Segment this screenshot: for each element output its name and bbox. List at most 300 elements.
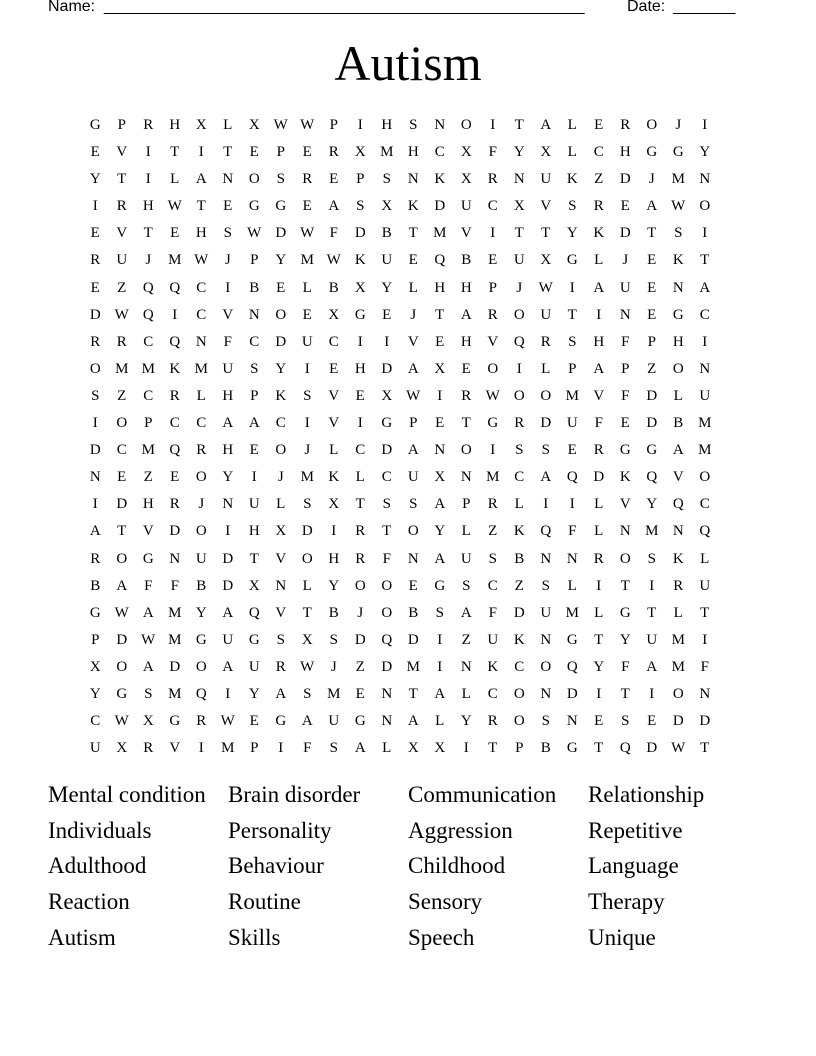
grid-letter: W [141,631,156,648]
grid-letter: X [434,740,446,757]
grid-letter: P [276,144,285,161]
grid-letter: Y [328,577,340,594]
grid-row [82,330,718,357]
grid-letter: X [275,523,287,540]
word-list-item: Aggression [408,817,513,843]
grid-letter: T [302,604,312,621]
grid-letter: N [434,117,446,133]
grid-letter: U [646,631,658,648]
grid-letter: W [485,387,500,404]
grid-letter: S [409,496,418,513]
grid-letter: T [223,144,233,161]
grid-letter: C [381,469,392,486]
grid-letter: A [593,360,605,377]
grid-letter: H [593,333,605,350]
grid-letter: Q [513,333,525,350]
grid-letter: H [142,198,154,215]
grid-letter: C [699,496,710,513]
grid-letter: G [275,198,287,215]
grid-letter: F [329,225,338,242]
grid-letter: X [328,496,340,513]
grid-letter: T [647,225,657,242]
grid-letter: E [223,198,233,215]
grid-letter: M [168,252,182,269]
grid-letter: C [196,415,207,432]
grid-letter: E [249,144,259,161]
grid-letter: T [196,198,206,215]
grid-letter: L [673,387,683,404]
grid-letter: X [354,144,366,161]
grid-letter: Y [222,469,234,486]
grid-letter: O [672,685,684,702]
grid-letter: E [90,279,100,296]
grid-letter: G [142,550,154,567]
grid-letter: Q [566,469,578,486]
grid-letter: P [462,496,471,513]
grid-letter: U [301,333,313,350]
grid-letter: B [90,577,101,594]
grid-letter: S [382,171,391,188]
grid-letter: W [406,387,421,404]
grid-letter: P [329,117,338,133]
grid-letter: Q [142,306,154,323]
grid-letter: O [407,523,419,540]
grid-letter: O [513,685,525,702]
grid-letter: H [672,333,684,350]
grid-letter: A [354,740,366,757]
grid-letter: R [90,550,101,567]
grid-letter: G [434,577,446,594]
grid-letter: G [195,631,207,648]
grid-letter: S [303,685,312,702]
grid-letter: I [569,279,575,296]
grid-letter: C [169,415,180,432]
grid-letter: V [328,387,340,404]
grid-letter: R [169,387,180,404]
grid-letter: O [354,577,366,594]
grid-letter: X [354,279,366,296]
grid-letter: D [275,333,287,350]
grid-letter: D [116,631,128,648]
grid-letter: O [699,198,711,215]
grid-letter: F [700,658,709,675]
grid-letter: X [513,198,525,215]
grid-row [82,601,718,628]
grid-letter: V [222,306,234,323]
grid-letter: B [514,550,525,567]
grid-letter: T [700,740,710,757]
grid-letter: N [248,306,260,323]
grid-letter: D [222,550,234,567]
grid-letter: F [568,523,577,540]
grid-letter: M [433,225,447,242]
word-list-item: Therapy [588,889,665,915]
grid-letter: Z [355,658,365,675]
grid-letter: K [434,171,446,188]
grid-letter: Y [381,279,393,296]
grid-letter: N [672,523,684,540]
grid-letter: E [355,685,365,702]
grid-letter: U [116,252,128,269]
grid-letter: F [488,144,497,161]
grid-row [82,303,718,330]
grid-letter: E [647,713,657,730]
grid-letter: R [169,496,180,513]
grid-letter: U [619,279,631,296]
grid-letter: E [329,171,339,188]
grid-letter: R [673,577,684,594]
grid-letter: Y [89,685,101,702]
word-list-item: Behaviour [228,853,324,879]
grid-row [82,411,718,438]
grid-letter: O [646,117,658,133]
grid-letter: S [223,225,232,242]
grid-letter: C [487,685,498,702]
grid-letter: C [514,469,525,486]
grid-letter: D [381,658,393,675]
grid-letter: K [328,469,340,486]
grid-letter: R [355,523,366,540]
grid-letter: S [91,387,100,404]
grid-letter: O [619,550,631,567]
grid-letter: H [222,442,234,459]
word-list-item: Mental condition [48,782,206,807]
grid-letter: C [143,387,154,404]
grid-letter: O [248,171,260,188]
grid-letter: R [461,387,472,404]
grid-letter: D [672,713,684,730]
grid-letter: V [407,333,419,350]
grid-letter: I [172,306,178,323]
grid-letter: T [567,306,577,323]
grid-letter: M [115,360,129,377]
grid-letter: G [275,713,287,730]
grid-letter: J [622,252,629,269]
grid-letter: I [649,685,655,702]
grid-letter: S [488,550,497,567]
grid-letter: L [461,685,471,702]
grid-letter: N [407,171,419,188]
grid-letter: S [144,685,153,702]
grid-letter: P [488,279,497,296]
grid-letter: X [328,306,340,323]
grid-letter: R [540,333,551,350]
grid-letter: B [328,604,339,621]
grid-letter: O [116,550,128,567]
grid-letter: N [381,685,393,702]
grid-letter: T [143,225,153,242]
grid-letter: C [328,333,339,350]
grid-letter: G [619,604,631,621]
grid-letter: W [114,604,129,621]
grid-letter: L [594,523,604,540]
grid-letter: A [407,442,419,459]
grid-letter: J [410,306,417,323]
grid-letter: U [328,713,340,730]
grid-letter: K [275,387,287,404]
grid-letter: G [619,442,631,459]
grid-letter: M [380,144,394,161]
grid-letter: E [117,469,127,486]
grid-letter: R [143,740,154,757]
grid-letter: H [169,117,181,133]
grid-letter: Q [169,442,181,459]
grid-letter: L [541,360,551,377]
grid-letter: K [487,658,499,675]
grid-letter: U [248,496,260,513]
grid-row [82,276,718,303]
name-field-line: ______________________________________________________ [104,0,585,15]
grid-letter: S [674,225,683,242]
grid-letter: F [223,333,232,350]
grid-row [82,384,718,411]
grid-row [82,194,718,221]
grid-letter: N [699,360,711,377]
grid-letter: A [646,198,658,215]
grid-letter: M [168,604,182,621]
grid-letter: D [381,442,393,459]
grid-letter: F [621,333,630,350]
grid-letter: I [490,442,496,459]
grid-letter: L [594,496,604,513]
grid-letter: A [407,713,419,730]
grid-letter: A [275,685,287,702]
grid-letter: C [275,415,286,432]
word-list-item: Adulthood [48,853,147,879]
grid-letter: M [221,740,235,757]
grid-letter: E [408,252,418,269]
grid-letter: S [382,496,391,513]
grid-letter: N [89,469,101,486]
grid-letter: H [142,496,154,513]
grid-letter: Q [646,469,658,486]
grid-letter: G [89,604,101,621]
grid-letter: E [594,117,604,133]
grid-letter: I [278,740,284,757]
grid-letter: V [672,469,684,486]
grid-letter: R [593,442,604,459]
grid-letter: M [141,360,155,377]
grid-letter: W [300,225,315,242]
grid-letter: M [565,387,579,404]
grid-letter: O [513,713,525,730]
grid-letter: U [381,252,393,269]
grid-letter: P [409,415,418,432]
grid-letter: A [301,713,313,730]
worksheet-header [48,0,748,20]
grid-letter: E [249,713,259,730]
grid-letter: W [114,306,129,323]
grid-letter: P [250,387,259,404]
grid-letter: T [408,685,418,702]
grid-letter: S [621,713,630,730]
grid-letter: E [620,198,630,215]
word-list-item: Relationship [588,782,705,807]
grid-letter: H [354,360,366,377]
grid-letter: W [247,225,262,242]
grid-letter: L [594,604,604,621]
grid-letter: E [249,442,259,459]
grid-letter: I [304,360,310,377]
grid-letter: X [248,117,260,133]
grid-letter: L [461,523,471,540]
grid-letter: L [223,117,233,133]
grid-letter: W [300,117,315,133]
grid-letter: E [408,577,418,594]
grid-letter: M [671,631,685,648]
grid-letter: E [90,144,100,161]
grid-letter: G [646,144,658,161]
grid-letter: R [328,144,339,161]
grid-letter: U [222,360,234,377]
grid-letter: Y [248,685,260,702]
grid-letter: K [672,550,684,567]
grid-letter: F [382,550,391,567]
grid-letter: G [566,631,578,648]
grid-letter: J [145,252,152,269]
grid-letter: L [567,144,577,161]
grid-letter: Y [646,496,658,513]
grid-letter: C [143,333,154,350]
grid-letter: R [514,415,525,432]
grid-letter: U [195,550,207,567]
grid-letter: D [381,360,393,377]
grid-letter: J [304,442,311,459]
grid-letter: E [170,225,180,242]
grid-letter: D [275,225,287,242]
grid-letter: R [302,171,313,188]
grid-letter: I [543,496,549,513]
grid-letter: G [89,117,101,133]
grid-letter: P [91,631,100,648]
grid-letter: T [170,144,180,161]
grid-letter: J [198,496,205,513]
grid-letter: S [541,442,550,459]
grid-letter: A [460,604,472,621]
grid-letter: M [327,685,341,702]
grid-letter: W [671,740,686,757]
grid-letter: J [224,252,231,269]
grid-letter: O [460,442,472,459]
grid-letter: X [407,740,419,757]
grid-letter: N [434,442,446,459]
grid-letter: F [170,577,179,594]
grid-letter: E [329,360,339,377]
word-list [48,780,768,958]
grid-letter: N [699,171,711,188]
word-list-item: Childhood [408,853,506,879]
grid-letter: S [647,550,656,567]
grid-letter: L [302,279,312,296]
grid-letter: D [513,604,525,621]
grid-letter: J [516,279,523,296]
grid-letter: S [541,577,550,594]
word-list-item: Language [588,853,679,879]
grid-letter: I [92,415,98,432]
grid-letter: Z [117,387,127,404]
grid-letter: E [170,469,180,486]
grid-letter: Z [143,469,153,486]
word-list-item: Repetitive [588,817,683,843]
grid-letter: B [408,604,419,621]
grid-letter: F [621,387,630,404]
grid-letter: G [354,713,366,730]
grid-letter: R [90,252,101,269]
grid-letter: F [621,658,630,675]
grid-letter: D [646,740,658,757]
grid-letter: P [117,117,126,133]
grid-letter: D [354,631,366,648]
grid-letter: D [222,577,234,594]
grid-letter: V [460,225,472,242]
grid-letter: G [381,415,393,432]
grid-letter: R [593,198,604,215]
grid-row [82,682,718,709]
grid-letter: Q [434,252,446,269]
grid-letter: M [698,442,712,459]
grid-letter: O [540,658,552,675]
grid-letter: I [357,415,363,432]
grid-letter: F [303,740,312,757]
grid-letter: W [538,279,553,296]
grid-letter: I [92,198,98,215]
grid-letter: A [142,604,154,621]
grid-letter: O [275,306,287,323]
grid-letter: I [702,631,708,648]
grid-letter: I [331,523,337,540]
grid-letter: L [567,577,577,594]
grid-letter: U [513,252,525,269]
grid-letter: H [222,387,234,404]
grid-row [82,547,718,574]
grid-letter: S [462,577,471,594]
grid-letter: C [196,306,207,323]
grid-letter: O [195,523,207,540]
grid-letter: S [276,171,285,188]
grid-letter: I [225,279,231,296]
grid-letter: H [328,550,340,567]
grid-letter: I [145,144,151,161]
grid-letter: S [329,740,338,757]
grid-letter: G [566,252,578,269]
grid-letter: N [222,171,234,188]
grid-letter: E [302,144,312,161]
grid-letter: M [406,658,420,675]
word-list-item: Reaction [48,889,130,915]
grid-letter: B [461,252,472,269]
grid-letter: O [487,360,499,377]
grid-letter: I [437,387,443,404]
grid-letter: G [672,306,684,323]
grid-letter: C [249,333,260,350]
grid-letter: W [300,658,315,675]
grid-letter: N [540,631,552,648]
grid-letter: W [326,252,341,269]
grid-letter: Z [647,360,657,377]
grid-letter: I [596,577,602,594]
grid-letter: K [672,252,684,269]
grid-letter: T [541,225,551,242]
grid-letter: V [275,604,287,621]
grid-letter: V [328,415,340,432]
grid-letter: C [487,198,498,215]
grid-letter: R [196,713,207,730]
grid-letter: G [487,415,499,432]
grid-letter: T [647,604,657,621]
grid-letter: U [699,387,711,404]
grid-letter: Z [514,577,524,594]
grid-letter: C [699,306,710,323]
